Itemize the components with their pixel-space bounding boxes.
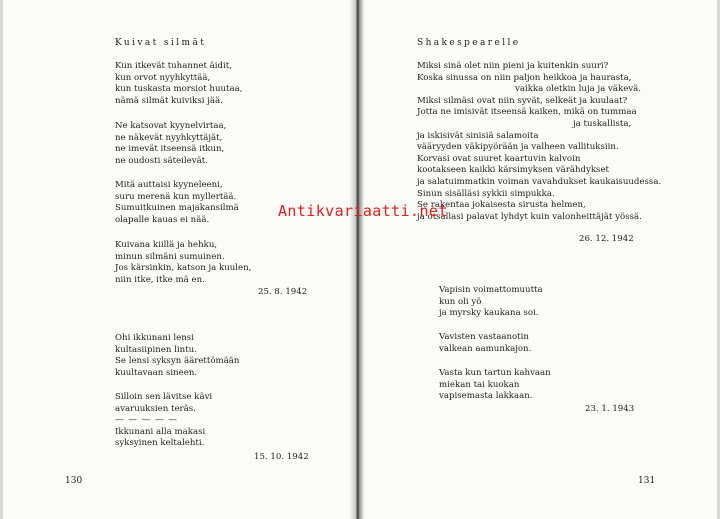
poem-title-shakespearelle: Shakespearelle xyxy=(417,38,521,48)
page-number-left: 130 xyxy=(65,476,83,486)
poem-line: kun oli yö xyxy=(439,296,482,307)
poem-line: Se lensi syksyn äärettömään xyxy=(115,356,240,367)
poem-line: niin itke, itke mä en. xyxy=(115,274,205,285)
poem-line: olapalle kauas ei nää. xyxy=(115,214,210,225)
poem-line: Ikkunani alla makasi xyxy=(115,426,206,437)
poem-line: valkean aamunkajon. xyxy=(439,343,532,354)
poem-date: 26. 12. 1942 xyxy=(579,234,634,244)
poem-line: suru merenä kun myllertää. xyxy=(115,191,237,202)
stanza-divider: — — — — — xyxy=(115,415,178,426)
watermark-text: Antikvariaatti.net xyxy=(278,202,448,220)
poem-date: 23. 1. 1943 xyxy=(585,404,635,414)
left-stanza-3 xyxy=(115,180,239,226)
poem-title-kuivat-silmat: Kuivat silmät xyxy=(115,38,207,48)
poem-line: Kuivana kiillä ja hehku, xyxy=(115,240,218,250)
poem-line: Vasta kun tartun kahvaan xyxy=(439,368,551,378)
poem-line: Se rakentaa jokaisesta sirusta helmen, xyxy=(417,200,586,211)
left-stanza-1 xyxy=(115,61,242,107)
poem-line: Ohi ikkunani lensi xyxy=(115,333,194,343)
right-stanza-1 xyxy=(417,61,661,223)
poem-line: Miksi silmäsi ovat niin syvät, selkeät ja kuulaat? xyxy=(417,95,628,106)
poem-line: ne näkevät nyyhkyttäjät, xyxy=(115,132,223,143)
poem-line: ja tuskallista, xyxy=(573,118,632,129)
poem-line: vääryyden väkipyörään ja valheen vallituksiin. xyxy=(417,142,619,153)
poem-line: syksyinen keltalehti. xyxy=(115,438,205,449)
poem-line: miekan tai kuokan xyxy=(439,379,520,390)
poem-line: Vapisin voimattomuutta xyxy=(439,285,543,295)
page-number-right: 131 xyxy=(638,476,656,486)
poem-line: minun silmäni sumuinen. xyxy=(115,251,225,262)
left-stanza-4 xyxy=(115,240,251,286)
poem-line: Sinun sisälläsi sykkii simpukka. xyxy=(417,188,555,199)
poem-date: 15. 10. 1942 xyxy=(254,452,309,462)
poem-line: ne oudosti säteilevät. xyxy=(115,155,208,166)
poem-line: ne imevät itseensä itkun, xyxy=(115,144,225,155)
poem-line: kuultavaan sineen. xyxy=(115,367,198,378)
left-stanza-6 xyxy=(115,392,212,450)
poem-line: Koska sinussa on niin paljon heikkoa ja haurasta, xyxy=(417,72,632,83)
poem-line: kun orvot nyyhkyttää, xyxy=(115,72,211,83)
poem-line: ja salatuimmatkin voiman vavahdukset kaukaisuudessa. xyxy=(417,176,662,187)
right-stanza-4 xyxy=(439,368,551,403)
poem-line: Vavisten vastaanotin xyxy=(439,332,529,342)
poem-line: Jotta ne imisivät itseensä kaiken, mikä on tummaa xyxy=(417,107,637,118)
poem-line: Korvasi ovat suuret kaartuvin kalvoin xyxy=(417,153,581,164)
poem-line: Sumuitkuinen majakansilmä xyxy=(115,203,239,214)
left-page-edge xyxy=(0,0,3,519)
poem-line: kultasiipinen lintu. xyxy=(115,344,197,355)
poem-line: Mitä auttaisi kyyneleeni, xyxy=(115,180,223,190)
poem-line: kootakseen kaikki kärsimyksen värähdykset xyxy=(417,165,609,176)
right-stanza-2 xyxy=(439,285,543,320)
right-stanza-3 xyxy=(439,332,531,355)
poem-date: 25. 8. 1942 xyxy=(258,287,308,297)
poem-line: vaikka oletkin luja ja väkevä. xyxy=(515,84,641,95)
book-gutter xyxy=(350,0,364,519)
poem-line: avaruuksien teräs. xyxy=(115,403,196,414)
poem-line: ja myrsky kaukana soi. xyxy=(439,308,539,319)
left-stanza-2 xyxy=(115,121,226,167)
poem-line: ja otsallasi palavat lyhdyt kuin valonheittäjät yössä. xyxy=(417,211,642,222)
poem-line: Miksi sinä olet niin pieni ja kuitenkin suuri? xyxy=(417,61,609,71)
poem-line: Kun itkevät tuhannet äidit, xyxy=(115,61,232,71)
poem-line: nämä silmät kuiviksi jää. xyxy=(115,95,223,106)
poem-line: kun tuskasta morsiot huutaa, xyxy=(115,84,243,95)
poem-line: Silloin sen lävitse kävi xyxy=(115,392,213,402)
left-stanza-5 xyxy=(115,333,239,379)
poem-line: ja iskisivät sinisiä salamoita xyxy=(417,130,539,141)
poem-line: Jos kärsinkin, katson ja kuulen, xyxy=(115,263,252,274)
poem-line: vapisemasta lakkaan. xyxy=(439,391,533,402)
poem-line: Ne katsovat kyynelvirtaa, xyxy=(115,121,227,131)
